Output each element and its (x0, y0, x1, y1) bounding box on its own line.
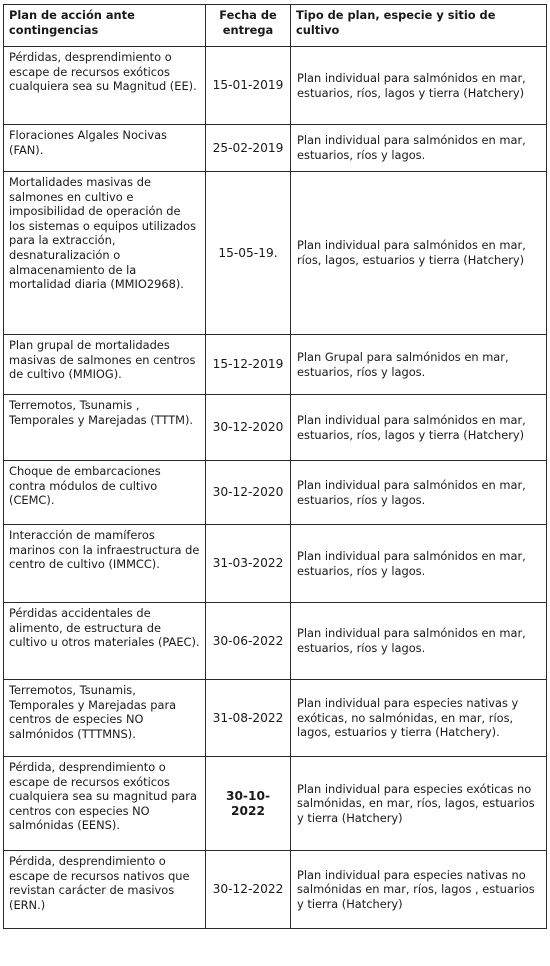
fecha-cell: 30-06-2022 (206, 603, 291, 680)
tipo-cell: Plan individual para salmónidos en mar, ríos, lagos, estuarios y tierra (Hatchery) (291, 172, 547, 335)
table-row (4, 603, 547, 680)
plan-cell: Mortalidades masivas de salmones en cultivo e imposibilidad de operación de los sistemas o equipos utilizados para la extracción, desnaturalización o almacenamiento de la mortalidad diaria (MMIO2968). (4, 172, 206, 335)
table-row (4, 757, 547, 851)
fecha-cell: 30-12-2020 (206, 461, 291, 525)
fecha-cell: 30-12-2022 (206, 851, 291, 929)
fecha-cell: 30-12-2020 (206, 395, 291, 461)
table-row (4, 125, 547, 172)
table-row (4, 680, 547, 757)
table-row (4, 335, 547, 395)
plan-cell: Terremotos, Tsunamis , Temporales y Marejadas (TTTM). (4, 395, 206, 461)
plan-cell: Interacción de mamíferos marinos con la infraestructura de centro de cultivo (IMMCC). (4, 525, 206, 603)
plan-cell: Pérdida, desprendimiento o escape de recursos exóticos cualquiera sea su magnitud para centros con especies NO salmónidas (EENS). (4, 757, 206, 851)
plan-cell: Pérdida, desprendimiento o escape de recursos nativos que revistan carácter de masivos (ERN.) (4, 851, 206, 929)
fecha-cell: 15-12-2019 (206, 335, 291, 395)
tipo-cell: Plan Grupal para salmónidos en mar, estuarios, ríos y lagos. (291, 335, 547, 395)
fecha-cell: 15-05-19. (206, 172, 291, 335)
header-plan: Plan de acción ante contingencias (4, 5, 206, 47)
fecha-cell: 30-10-2022 (206, 757, 291, 851)
header-fecha: Fecha de entrega (206, 5, 291, 47)
table-row (4, 47, 547, 125)
fecha-cell: 25-02-2019 (206, 125, 291, 172)
plan-cell: Plan grupal de mortalidades masivas de salmones en centros de cultivo (MMIOG). (4, 335, 206, 395)
table-row (4, 851, 547, 929)
plan-cell: Choque de embarcaciones contra módulos de cultivo (CEMC). (4, 461, 206, 525)
tipo-cell: Plan individual para salmónidos en mar, estuarios, ríos y lagos. (291, 603, 547, 680)
table-row (4, 461, 547, 525)
tipo-cell: Plan individual para salmónidos en mar, estuarios, ríos y lagos. (291, 525, 547, 603)
header-tipo: Tipo de plan, especie y sitio de cultivo (291, 5, 547, 47)
tipo-cell: Plan individual para especies nativas y exóticas, no salmónidas, en mar, ríos, lagos, estuarios y tierra (Hatchery). (291, 680, 547, 757)
contingency-plans-table (3, 4, 547, 929)
fecha-cell: 31-08-2022 (206, 680, 291, 757)
fecha-cell: 15-01-2019 (206, 47, 291, 125)
fecha-cell: 31-03-2022 (206, 525, 291, 603)
tipo-cell: Plan individual para salmónidos en mar, estuarios, ríos, lagos y tierra (Hatchery) (291, 47, 547, 125)
table-row (4, 395, 547, 461)
tipo-cell: Plan individual para salmónidos en mar, estuarios, ríos y lagos. (291, 125, 547, 172)
plan-cell: Terremotos, Tsunamis, Temporales y Marejadas para centros de especies NO salmónidos (TTTMNS). (4, 680, 206, 757)
plan-cell: Pérdidas accidentales de alimento, de estructura de cultivo u otros materiales (PAEC). (4, 603, 206, 680)
tipo-cell: Plan individual para especies nativas no salmónidas en mar, ríos, lagos , estuarios y tierra (Hatchery) (291, 851, 547, 929)
tipo-cell: Plan individual para especies exóticas no salmónidas, en mar, ríos, lagos, estuarios y tierra (Hatchery) (291, 757, 547, 851)
tipo-cell: Plan individual para salmónidos en mar, estuarios, ríos y lagos. (291, 461, 547, 525)
header-row (4, 5, 547, 47)
tipo-cell: Plan individual para salmónidos en mar, estuarios, ríos, lagos y tierra (Hatchery) (291, 395, 547, 461)
plan-cell: Pérdidas, desprendimiento o escape de recursos exóticos cualquiera sea su Magnitud (EE). (4, 47, 206, 125)
table-row (4, 525, 547, 603)
plan-cell: Floraciones Algales Nocivas (FAN). (4, 125, 206, 172)
table-row (4, 172, 547, 335)
